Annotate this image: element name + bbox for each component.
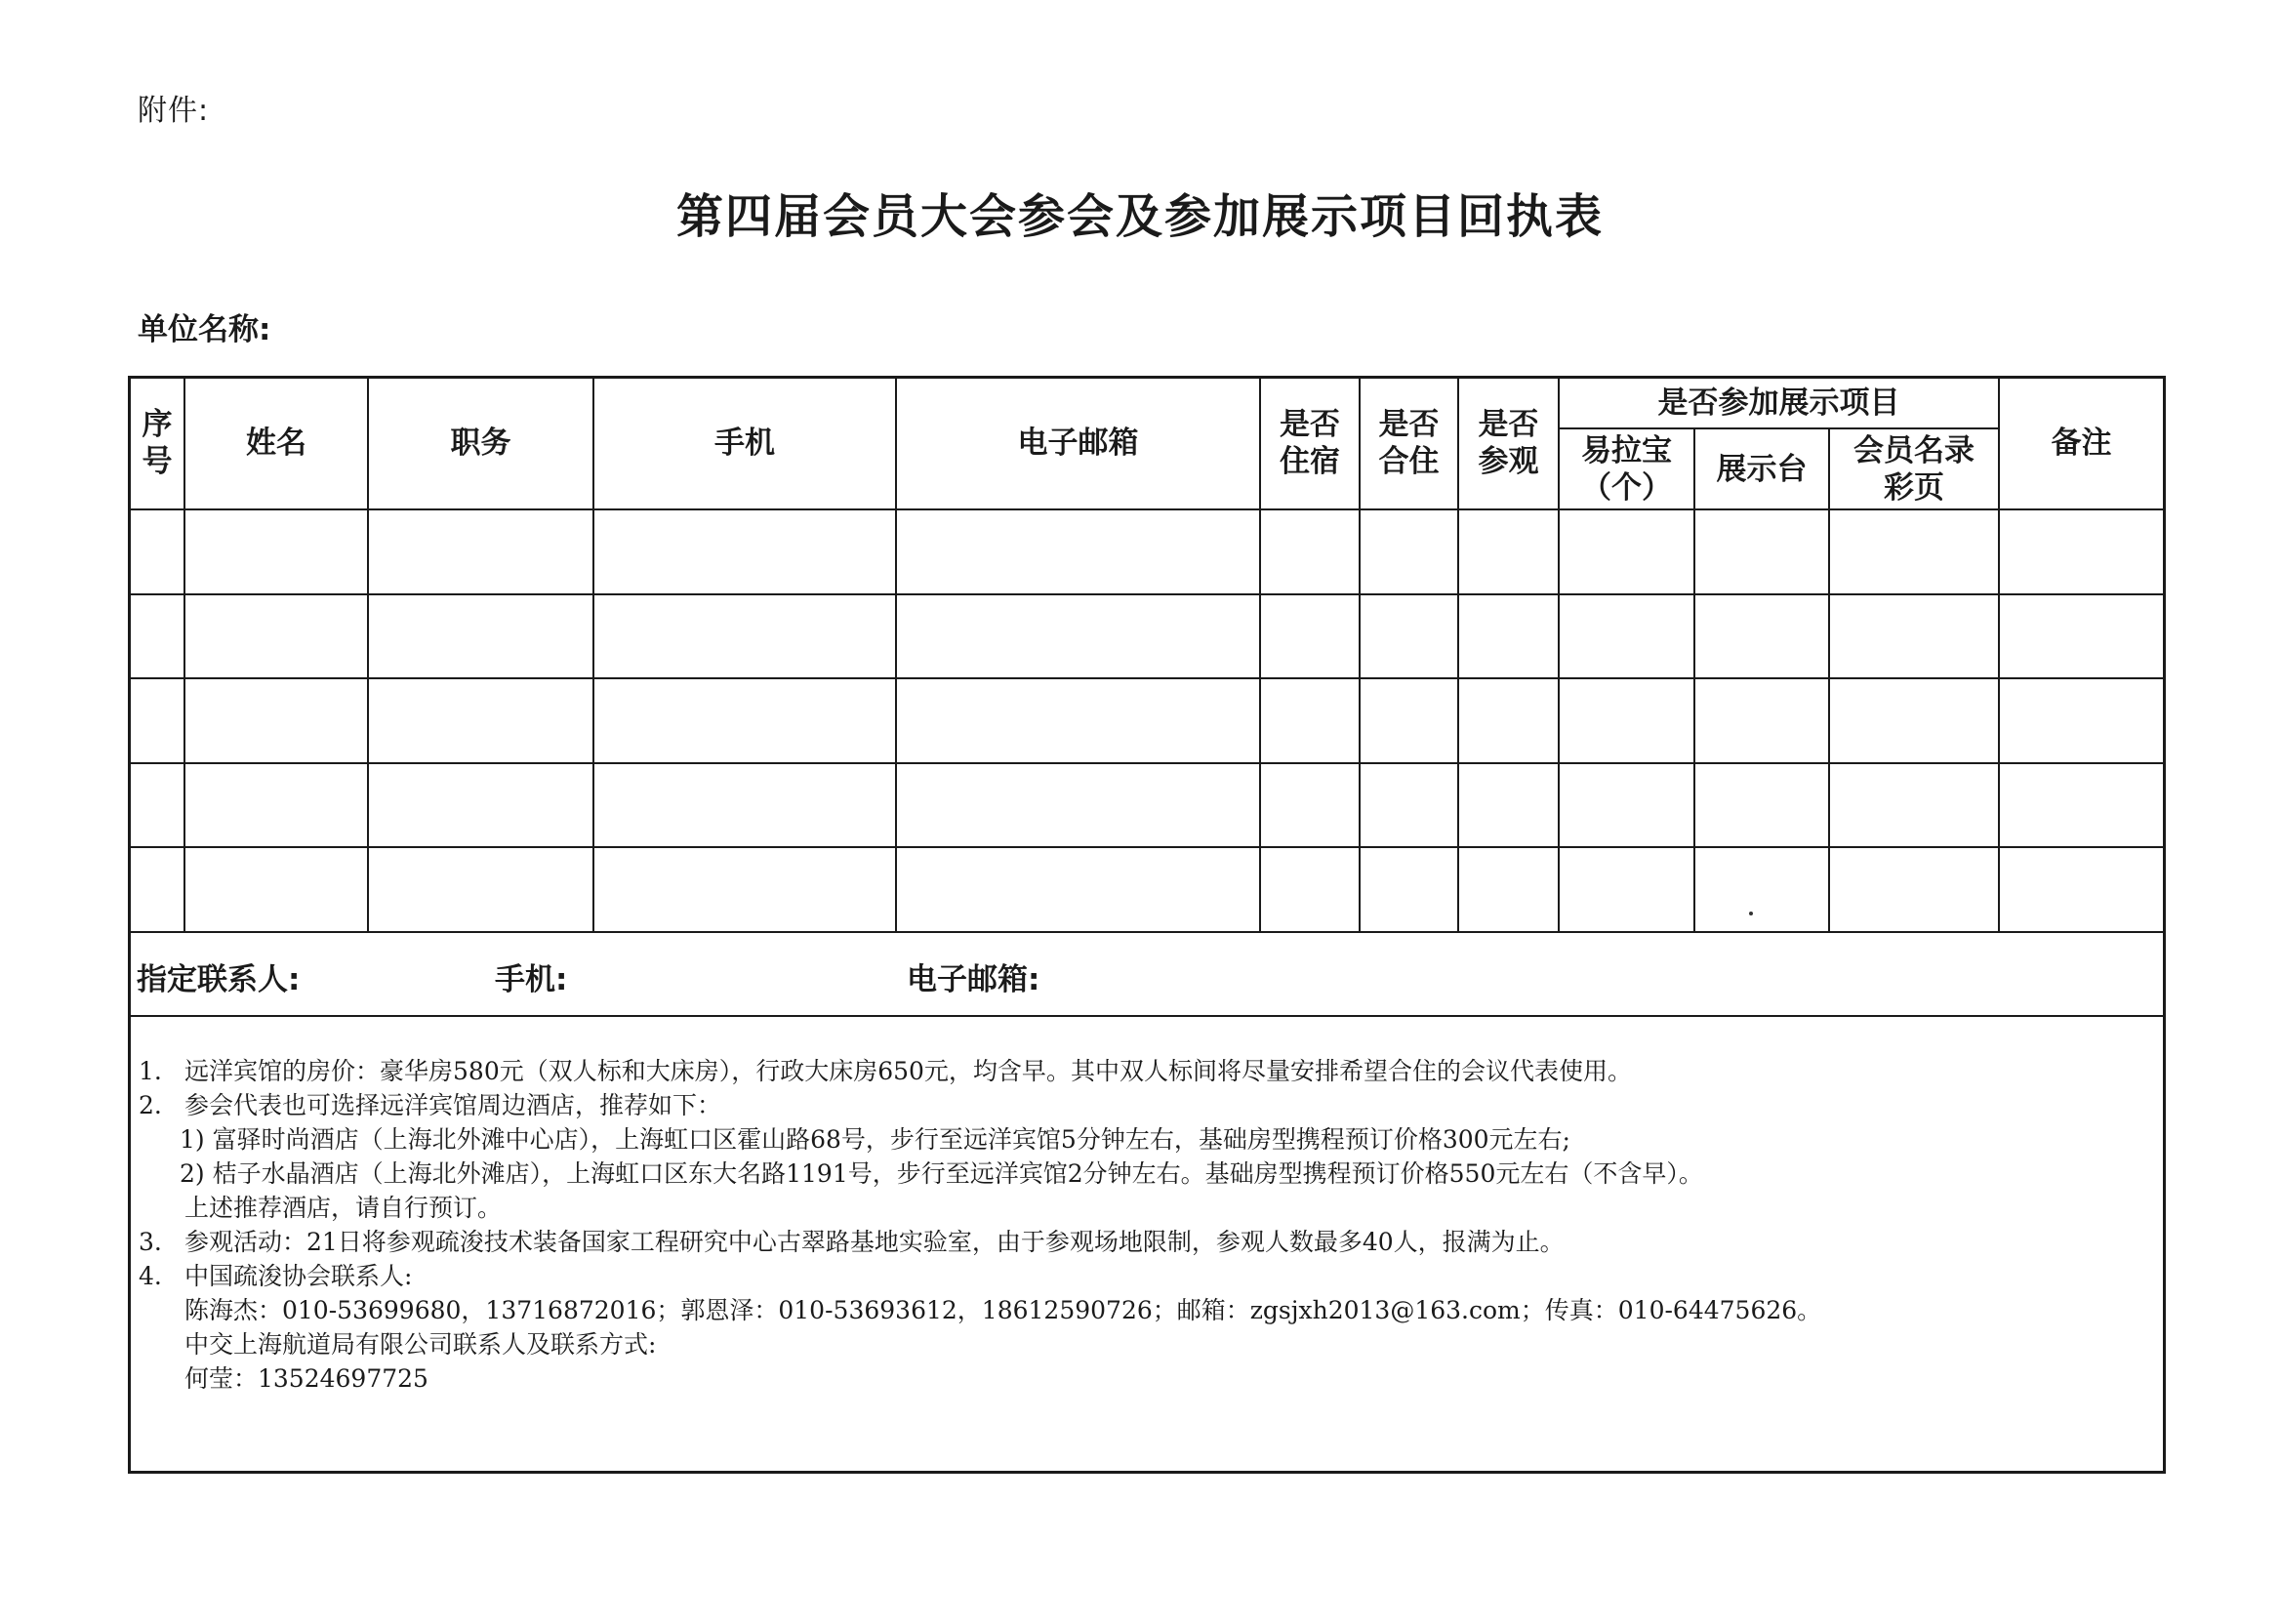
cell-mobile[interactable] [593,678,896,763]
cell-name[interactable] [184,509,368,594]
note-subitem: 上述推荐酒店，请自行预订。 [184,1194,503,1222]
cell-mobile[interactable] [593,509,896,594]
note-text: 参会代表也可选择远洋宾馆周边酒店，推荐如下： [184,1091,722,1119]
header-row [131,379,2163,428]
cell-booth[interactable] [1694,678,1829,763]
cell-seq[interactable] [131,678,184,763]
cell-lodging[interactable] [1260,763,1360,848]
cell-lodging[interactable] [1260,594,1360,679]
col-member-color-page: 会员名录彩页 [1829,428,1999,509]
cell-rollup[interactable] [1559,509,1694,594]
cell-booth[interactable] [1694,594,1829,679]
cell-seq[interactable] [131,594,184,679]
cell-email[interactable] [896,847,1260,931]
cell-email[interactable] [896,594,1260,679]
note-line [131,1191,2163,1225]
cell-email[interactable] [896,678,1260,763]
cell-visit[interactable] [1458,847,1559,931]
cell-name[interactable] [184,847,368,931]
table-row [131,763,2163,848]
note-subitem: 1) 富驿时尚酒店（上海北外滩中心店），上海虹口区霍山路68号，步行至远洋宾馆5分钟左右，基础房型携程预订价格300元左右; [180,1125,1570,1154]
cell-member-color-page[interactable] [1829,509,1999,594]
cell-rollup[interactable] [1559,594,1694,679]
contact-email-label: 电子邮箱: [907,962,1040,997]
cell-position[interactable] [368,594,593,679]
cell-email[interactable] [896,763,1260,848]
cell-share-room[interactable] [1360,847,1458,931]
cell-lodging[interactable] [1260,678,1360,763]
unit-name-label: 单位名称: [138,312,271,347]
note-line [131,1122,2163,1157]
col-remark: 备注 [1999,379,2163,509]
cell-member-color-page[interactable] [1829,847,1999,931]
cell-visit[interactable] [1458,509,1559,594]
cell-remark[interactable] [1999,678,2163,763]
cell-lodging[interactable] [1260,847,1360,931]
cell-remark[interactable] [1999,763,2163,848]
cell-member-color-page[interactable] [1829,594,1999,679]
contact-person-label: 指定联系人: [137,962,301,997]
cell-position[interactable] [368,763,593,848]
col-seq: 序号 [131,379,184,509]
col-rollup: 易拉宝（个） [1559,428,1694,509]
note-line [131,1259,2163,1293]
col-email: 电子邮箱 [896,379,1260,509]
page-title: 第四届会员大会参会及参加展示项目回执表 [675,189,1604,244]
cell-position[interactable] [368,678,593,763]
note-number: 2. [139,1091,162,1119]
note-number: 1. [139,1057,162,1085]
cell-remark[interactable] [1999,847,2163,931]
cell-remark[interactable] [1999,509,2163,594]
cell-name[interactable] [184,678,368,763]
cell-position[interactable] [368,847,593,931]
col-name: 姓名 [184,379,368,509]
cell-email[interactable] [896,509,1260,594]
receipt-form [128,376,2166,1474]
note-line [131,1293,2163,1327]
table-row [131,678,2163,763]
note-line [131,1054,2163,1088]
note-text: 中国疏浚协会联系人: [184,1262,413,1290]
col-mobile: 手机 [593,379,896,509]
cell-rollup[interactable] [1559,847,1694,931]
cell-visit[interactable] [1458,678,1559,763]
note-text: 远洋宾馆的房价：豪华房580元（双人标和大床房），行政大床房650元，均含早。其中双人标间将尽量安排希望合住的会议代表使用。 [184,1057,1632,1085]
note-subitem: 陈海杰：010-53699680，13716872016；郭恩泽：010-53693612，18612590726；邮箱：zgsjxh2013@163.com；传真：010-64475626。 [184,1296,1822,1324]
cell-booth[interactable] [1694,763,1829,848]
col-visit: 是否参观 [1458,379,1559,509]
note-subitem: 中交上海航道局有限公司联系人及联系方式: [184,1330,657,1359]
table-row [131,847,2163,931]
note-subitem: 2) 桔子水晶酒店（上海北外滩店），上海虹口区东大名路1191号，步行至远洋宾馆2分钟左右。基础房型携程预订价格550元左右（不含早）。 [180,1159,1703,1188]
col-position: 职务 [368,379,593,509]
note-number: 3. [139,1228,162,1256]
cell-share-room[interactable] [1360,763,1458,848]
cell-booth[interactable] [1694,509,1829,594]
table-row [131,509,2163,594]
attachment-label: 附件: [138,94,210,128]
cell-seq[interactable] [131,509,184,594]
table-row [131,594,2163,679]
note-text: 参观活动：21日将参观疏浚技术装备国家工程研究中心古翠路基地实验室，由于参观场地限制，参观人数最多40人，报满为止。 [184,1228,1565,1256]
notes-section [131,1054,2163,1396]
col-share-room: 是否合住 [1360,379,1458,509]
cell-share-room[interactable] [1360,509,1458,594]
cell-mobile[interactable] [593,847,896,931]
cell-rollup[interactable] [1559,678,1694,763]
cell-name[interactable] [184,763,368,848]
cell-mobile[interactable] [593,763,896,848]
note-line [131,1327,2163,1361]
stray-mark [1749,912,1753,915]
col-lodging: 是否住宿 [1260,379,1360,509]
cell-name[interactable] [184,594,368,679]
cell-rollup[interactable] [1559,763,1694,848]
note-line [131,1088,2163,1122]
col-exhibit-group: 是否参加展示项目 [1559,379,1999,428]
contact-row [131,931,2163,1017]
note-line [131,1225,2163,1259]
cell-visit[interactable] [1458,594,1559,679]
attendee-table [131,379,2163,931]
cell-lodging[interactable] [1260,509,1360,594]
cell-share-room[interactable] [1360,594,1458,679]
col-booth: 展示台 [1694,428,1829,509]
cell-remark[interactable] [1999,594,2163,679]
cell-mobile[interactable] [593,594,896,679]
note-line [131,1361,2163,1396]
cell-seq[interactable] [131,847,184,931]
note-subitem: 何莹：13524697725 [184,1364,428,1393]
note-number: 4. [139,1262,162,1290]
cell-seq[interactable] [131,763,184,848]
note-line [131,1157,2163,1191]
cell-visit[interactable] [1458,763,1559,848]
cell-share-room[interactable] [1360,678,1458,763]
cell-position[interactable] [368,509,593,594]
contact-mobile-label: 手机: [495,962,568,997]
cell-member-color-page[interactable] [1829,678,1999,763]
cell-booth[interactable] [1694,847,1829,931]
cell-member-color-page[interactable] [1829,763,1999,848]
